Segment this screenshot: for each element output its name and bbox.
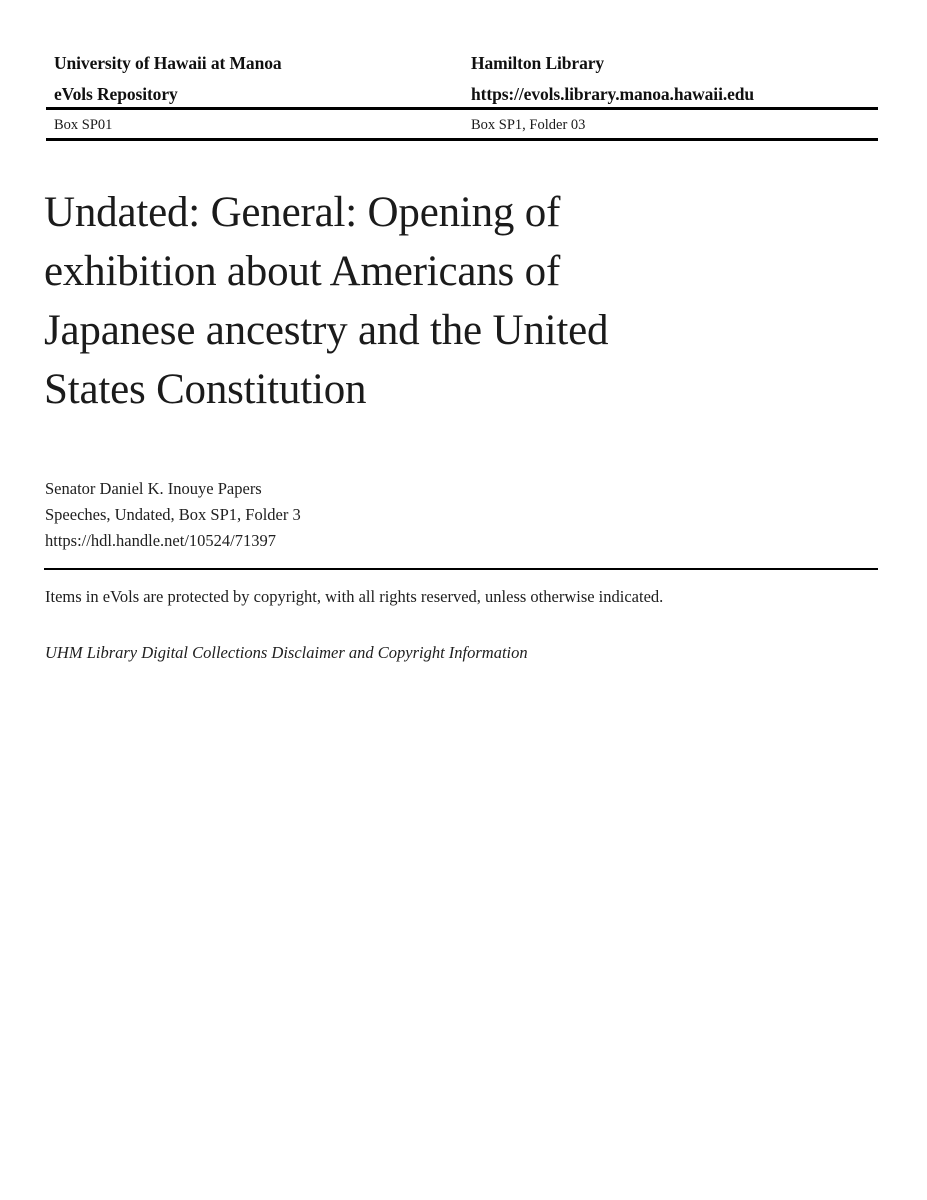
header-row-1: [46, 48, 878, 79]
collection-name: Senator Daniel K. Inouye Papers: [45, 479, 262, 498]
box-folder-label: Box SP1, Folder 03: [471, 117, 586, 133]
box-label: Box SP01: [54, 117, 113, 133]
citation-block: [45, 476, 875, 554]
repository-url-link[interactable]: https://evols.library.manoa.hawaii.edu: [471, 84, 755, 104]
disclaimer-link[interactable]: UHM Library Digital Collections Disclaimer and Copyright Information: [45, 643, 528, 662]
title-line: Japanese ancestry and the United: [44, 307, 609, 354]
repository-name: eVols Repository: [54, 84, 178, 104]
header-divider-bottom: [46, 138, 878, 141]
title-line: States Constitution: [44, 366, 367, 413]
header-row-2: [46, 79, 878, 110]
collection-location: Speeches, Undated, Box SP1, Folder 3: [45, 505, 301, 524]
rights-statement: Items in eVols are protected by copyright, with all rights reserved, unless otherwise indicated.: [45, 587, 664, 606]
institution-name: University of Hawaii at Manoa: [54, 53, 282, 73]
document-title: [44, 183, 884, 419]
handle-url-link[interactable]: https://hdl.handle.net/10524/71397: [45, 531, 276, 550]
title-line: exhibition about Americans of: [44, 248, 561, 295]
page-header: [46, 48, 878, 110]
title-line: Undated: General: Opening of: [44, 189, 561, 236]
library-name: Hamilton Library: [471, 53, 605, 73]
header-divider-top: [46, 107, 878, 110]
box-folder-row: [46, 112, 878, 138]
footer-divider: [44, 568, 878, 570]
